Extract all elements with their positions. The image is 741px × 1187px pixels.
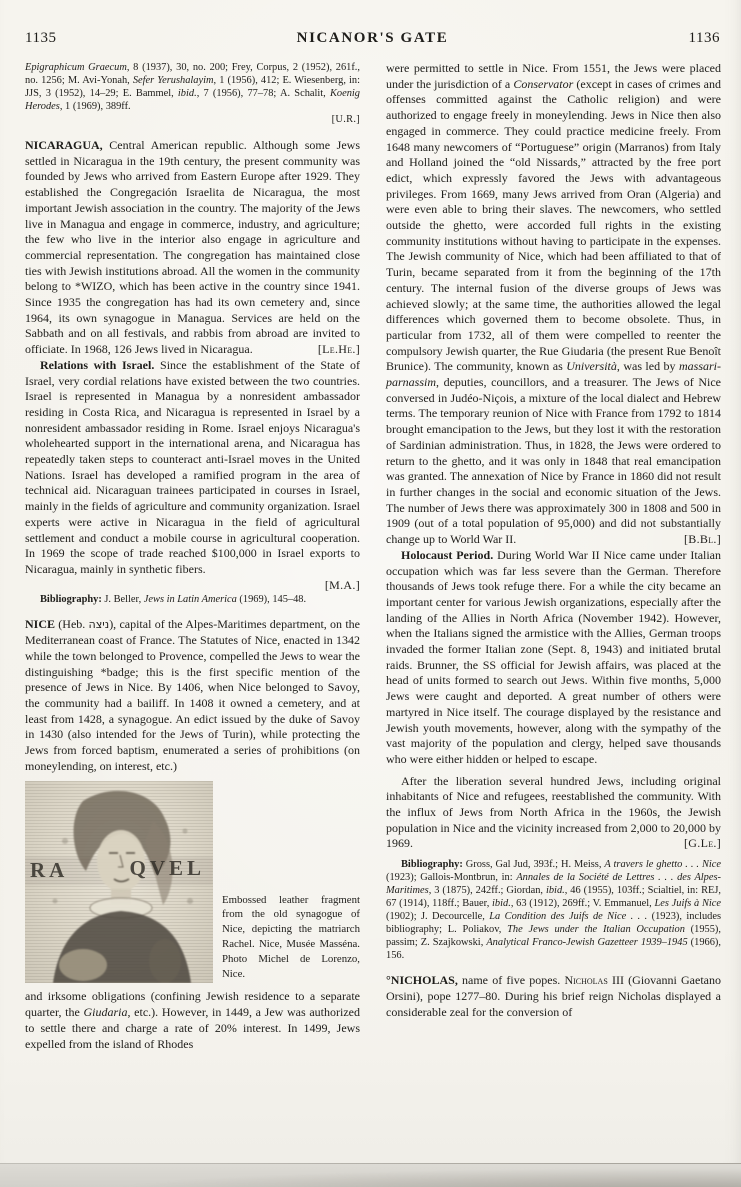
paragraph-text: Epigraphicum Graecum, 8 (1937), 30, no. 200; Frey, Corpus, 2 (1952), 261f., no. 1256; M. Avi-Yonah, Sefer Yerushalayim, 1 (1956), 412; E. Wiesenberg, in: JJS, 3 (1952), 14–29; E. Bammel, ibid., 7 (1956), 77–78; A. Schalit, Koenig Herodes, 1 (1969), 389ff. — [25, 62, 361, 112]
portrait-etching — [25, 781, 213, 983]
paragraph-text: NICARAGUA, Central American republic. Although some Jews settled in Nicaragua in the 19th century, the present community was founded by Jews who arrived from Eastern Europe after 1929. They established the Congregación Israelita de Nicaragua, the most important Jewish association in the country. The majority of the Jews live in Managua and engage in commerce, industry, and agriculture; the few who live in the interior also engage in agriculture and commercial representation. The congregation has maintained close ties with Jewish institutions abroad. All the women in the community belong to *WIZO, which has been active in the country since 1941. Since 1935 the congregation has had its own cemetery and, since 1964, its own synagogue in Managua. Services are held on the Sabbath and on all festivals, and rabbis from abroad are invited to officiate. In 1968, 126 Jews lived in Nicaragua. — [25, 138, 360, 357]
paragraph-text: NICE (Heb. ניצה), capital of the Alpes-Maritimes department, on the Mediterranean coast of France. The Statutes of Nice, enacted in 1342 while the town belonged to Provence, compelled the Jews to wear the distinguishing *badge; this is the first specific mention of the presence of Jews in Nice. By 1406, when Nice belonged to Savoy, the community had a bailiff. In 1408 it owned a cemetery, and at least from 1428, a synagogue. An edict issued by the duke of Savoy in 1430 (also intended for the Jews of Turin), while protecting the Jews from forced baptism, enumerated a series of prohibitions (on moneylending, on interest, etc.) — [25, 617, 360, 773]
scan-edge-strip — [0, 1163, 741, 1187]
figure-inscription-left: RA — [30, 858, 69, 883]
paragraph-text: Bibliography: Gross, Gal Jud, 393f.; H. Meiss, A travers le ghetto . . . Nice (1923); Gallois-Montbrun, in: Annales de la Société de Lettres . . . des Alpes-Maritimes, 3 (1875), 242ff.; Giordan, ibid., 46 (1955), 103ff.; Scialtiel, in: REJ, 67 (1914), 118ff.; Bauer, ibid., 63 (1912), 269ff.; V. Emmanuel, Les Juifs à Nice (1902); J. Decourcelle, La Condition des Juifs de Nice . . . (1923), includes bibliography; L. Poliakov, The Jews under the Italian Occupation (1955), passim; Z. Szajkowski, Analytical Franco-Jewish Gazetteer 1939–1945 (1966), 156. — [386, 859, 721, 962]
paragraph-nice-continuation — [386, 61, 721, 548]
signature-gle: [G.Le.] — [684, 836, 721, 851]
figure-image — [25, 781, 213, 983]
paragraph-text: After the liberation several hundred Jews, including original inhabitants of Nice and refugees, reestablished the community. With the influx of Jews from North Africa in the 1960s, the Jewish population in Nice and the vicinity increased from 2,000 to 20,000 by 1969. — [386, 773, 721, 851]
paragraph-text: Holocaust Period. During World War II Nice came under Italian occupation which was far less severe than the German. Therefore thousands of Jews took refuge there. For a while the city became an important center for various Jewish organizations, especially after the landing of the Allies in North Africa (November 1942). However, when the Italians signed the armistice with the Allies, German troops invaded the former Italian zone (Sept. 8, 1943) and initiated brutal raids. Brunner, the SS official for Jewish affairs, was placed at the head of units formed to search out Jews. Within five months, 5,000 Jews were caught and deported. A great number of others were martyred in Nice itself. The courage displayed by the resistance and Jewish youth movements, however, along with the sympathy of the vast majority of the population and clergy, helped save thousands who were either hidden or helped to escape. — [386, 547, 722, 766]
article-figure — [25, 781, 360, 983]
paragraph-text: Bibliography: J. Beller, Jews in Latin America (1969), 145–48. — [40, 594, 307, 606]
paragraph-nicaragua — [25, 138, 360, 358]
signature-lehe: [Le.He.] — [317, 342, 360, 357]
page-number-right: 1136 — [688, 30, 720, 46]
paragraph-text: and irksome obligations (confining Jewish residence to a separate quarter, the Giudaria, etc.). However, in 1449, a Jew was authorized to settle there and charge a rate of 20% interest. In 1499, Jews expelled from the island of Rhodes — [25, 989, 360, 1051]
signature-ma: [M.A.] — [324, 577, 360, 592]
right-column — [386, 61, 721, 1052]
paragraph-holocaust-period — [386, 548, 721, 768]
paragraph-nicaragua-bibliography — [25, 593, 360, 606]
page-number-left: 1135 — [25, 30, 57, 46]
left-column — [25, 61, 360, 1052]
paragraph-nice-continued — [25, 989, 360, 1052]
figure-inscription-right: QVEL — [129, 856, 205, 881]
page-header — [25, 30, 720, 50]
paragraph-after-liberation — [386, 774, 721, 853]
paragraph-bibliography-continuation — [25, 61, 360, 113]
paragraph-relations-with-israel — [25, 358, 360, 578]
paragraph-nicholas — [386, 973, 721, 1020]
signature-ur: [U.R.] — [331, 114, 360, 125]
paragraph-nice — [25, 617, 360, 774]
figure-caption: Embossed leather fragment from the old synagogue of Nice, depicting the matriarch Rachel. Nice, Musée Masséna. Photo Michel de Lorenzo, Nice. — [222, 893, 360, 980]
paragraph-text: were permitted to settle in Nice. From 1551, the Jews were placed under the jurisdiction of a Conservator (except in cases of crimes and offenses committed against the Catholic religion) and were authorized to engage freely in moneylending. Jews in Nice then also engaged in commerce. They could practice medicine freely. From 1648 many newcomers of “Portuguese” origin (Marranos) from Italy and Holland joined the “old Nissards,” attracted by the free port edict, which expressly favored the Jews with advantageous privileges. From 1669, many Jews arrived from Oran (Algeria) and were even able to bring their slaves. The newcomers, who settled outside the ghetto, were accorded full rights in the existing community institutions without having to participate in the expenses. The Jewish community of Nice, which had been affiliated to that of Turin, became separated from it from the beginning of the 17th century. The internal fusion of the diverse groups of Jews was achieved slowly; at the same time, the authorities allowed the legal differences which governed them to become obsolete. Thus, in particular from 1732, all of them were compelled to reenter the compulsory Jewish quarter, the Rue Giudaria (the present Rue Benoît Brunice). The community, known as Università, was led by massari-parnassim, deputies, councillors, and a treasurer. The Jews of Nice conversed in Judéo-Niçois, a mixture of the local dialect and Hebrew terms. The temporary reunion of Nice with France from 1792 to 1814 brought emancipation to the Jews, but they lost it with the restoration of Sardinian administration. Thus, in 1828, the Jews were ordered to return to the ghetto, and it was only in 1848 that real emancipation was granted. The annexation of Nice by France in 1860 did not result in further changes in the social and economic situation of the Jews. The number of Jews there was approximately 300 in 1808 and 500 in 1909 (out of a total population of 95,000) and did not substantially change up to World War II. — [386, 61, 721, 547]
running-title: NICANOR'S GATE — [296, 30, 449, 46]
paragraph-text: Relations with Israel. Since the establishment of the State of Israel, very cordial relations have existed between the two countries. Israel is represented in Managua by a nonresident ambassador residing in Costa Rica, and Nicaragua is represented in Israel by a nonresident ambassador residing in Rome. Israel enjoys Nicaragua's wholehearted support in the international arena, and Nicaragua has repeatedly taken steps to counteract anti-Israel moves in the United Nations. Israel has developed a ramified program in the area of technical aid. Nicaraguan trainees participated in courses in Israel, mainly in the fields of agriculture and community organization. Israel experts were active in Nicaragua in the field of agricultural settlement and conduct a mobile course in agricultural cooperation. In 1969 the scope of trade reached $100,000 in Israel exports to Nicaragua, mainly in synthetic fibers. — [25, 357, 360, 576]
text-columns — [25, 61, 722, 1052]
paragraph-text: °NICHOLAS, name of five popes. Nicholas III (Giovanni Gaetano Orsini), pope 1277–80. During his brief reign Nicholas displayed a considerable zeal for the conversion of — [386, 973, 721, 1019]
signature-bbl: [B.Bl.] — [684, 532, 721, 547]
paragraph-nice-bibliography — [386, 858, 721, 962]
